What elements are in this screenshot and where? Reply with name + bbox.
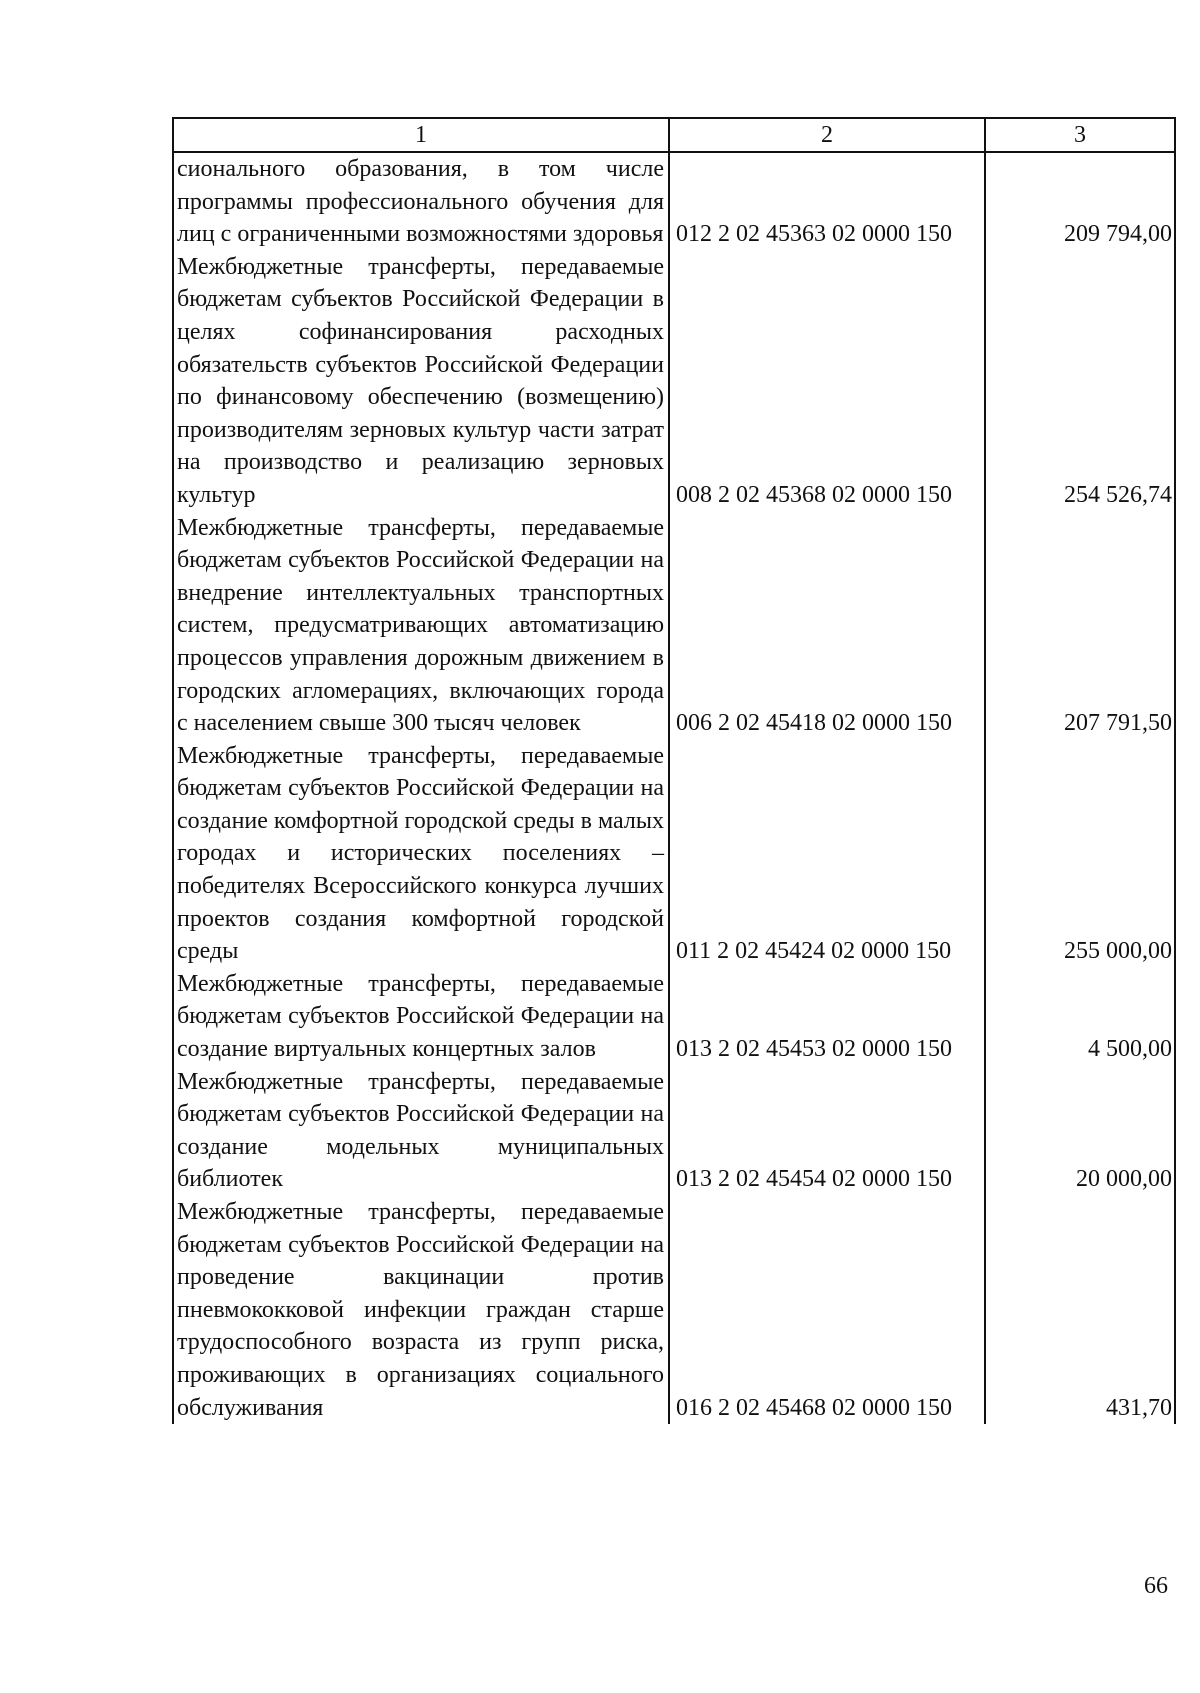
row-description: Межбюджетные трансферты, передаваемые бюджетам субъектов Российской Федерации на внедрение интеллектуальных транспортных систем, предусматривающих автоматизацию процессов управления дорожным движением в городских агломерациях, включающих города с населением свыше 300 тысяч человек (173, 512, 669, 740)
row-amount: 255 000,00 (985, 740, 1175, 968)
row-code: 013 2 02 45454 02 0000 150 (669, 1066, 985, 1196)
row-description: Межбюджетные трансферты, передаваемые бюджетам субъектов Российской Федерации на создание модельных муниципальных библиотек (173, 1066, 669, 1196)
row-code: 006 2 02 45418 02 0000 150 (669, 512, 985, 740)
row-amount: 4 500,00 (985, 968, 1175, 1066)
table-row (173, 1196, 1175, 1424)
row-amount: 207 791,50 (985, 512, 1175, 740)
table-row (173, 1066, 1175, 1196)
column-header-1: 1 (173, 118, 669, 152)
row-amount: 431,70 (985, 1196, 1175, 1424)
row-description: сионального образования, в том числе программы профессионального обучения для лиц с ограниченными возможностями здоровья (173, 152, 669, 251)
table-row (173, 512, 1175, 740)
row-code: 016 2 02 45468 02 0000 150 (669, 1196, 985, 1424)
budget-table (172, 117, 1176, 1424)
table-row (173, 740, 1175, 968)
row-code: 008 2 02 45368 02 0000 150 (669, 251, 985, 512)
row-description: Межбюджетные трансферты, передаваемые бюджетам субъектов Российской Федерации на создание виртуальных концертных залов (173, 968, 669, 1066)
table-row (173, 251, 1175, 512)
row-amount: 254 526,74 (985, 251, 1175, 512)
row-description: Межбюджетные трансферты, передаваемые бюджетам субъектов Российской Федерации на проведение вакцинации против пневмококковой инфекции граждан старше трудоспособного возраста из групп риска, проживающих в организациях социального обслуживания (173, 1196, 669, 1424)
page-number: 66 (1144, 1573, 1168, 1599)
row-amount: 20 000,00 (985, 1066, 1175, 1196)
row-description: Межбюджетные трансферты, передаваемые бюджетам субъектов Российской Федерации в целях софинансирования расходных обязательств субъектов Российской Федерации по финансовому обеспечению (возмещению) производителям зерновых культур части затрат на производство и реализацию зерновых культур (173, 251, 669, 512)
table-row (173, 968, 1175, 1066)
row-code: 013 2 02 45453 02 0000 150 (669, 968, 985, 1066)
row-amount: 209 794,00 (985, 152, 1175, 251)
row-code: 012 2 02 45363 02 0000 150 (669, 152, 985, 251)
row-description: Межбюджетные трансферты, передаваемые бюджетам субъектов Российской Федерации на создание комфортной городской среды в малых городах и исторических поселениях – победителях Всероссийского конкурса лучших проектов создания комфортной городской среды (173, 740, 669, 968)
column-header-2: 2 (669, 118, 985, 152)
table-row (173, 152, 1175, 251)
header-row (173, 118, 1175, 152)
column-header-3: 3 (985, 118, 1175, 152)
row-code: 011 2 02 45424 02 0000 150 (669, 740, 985, 968)
